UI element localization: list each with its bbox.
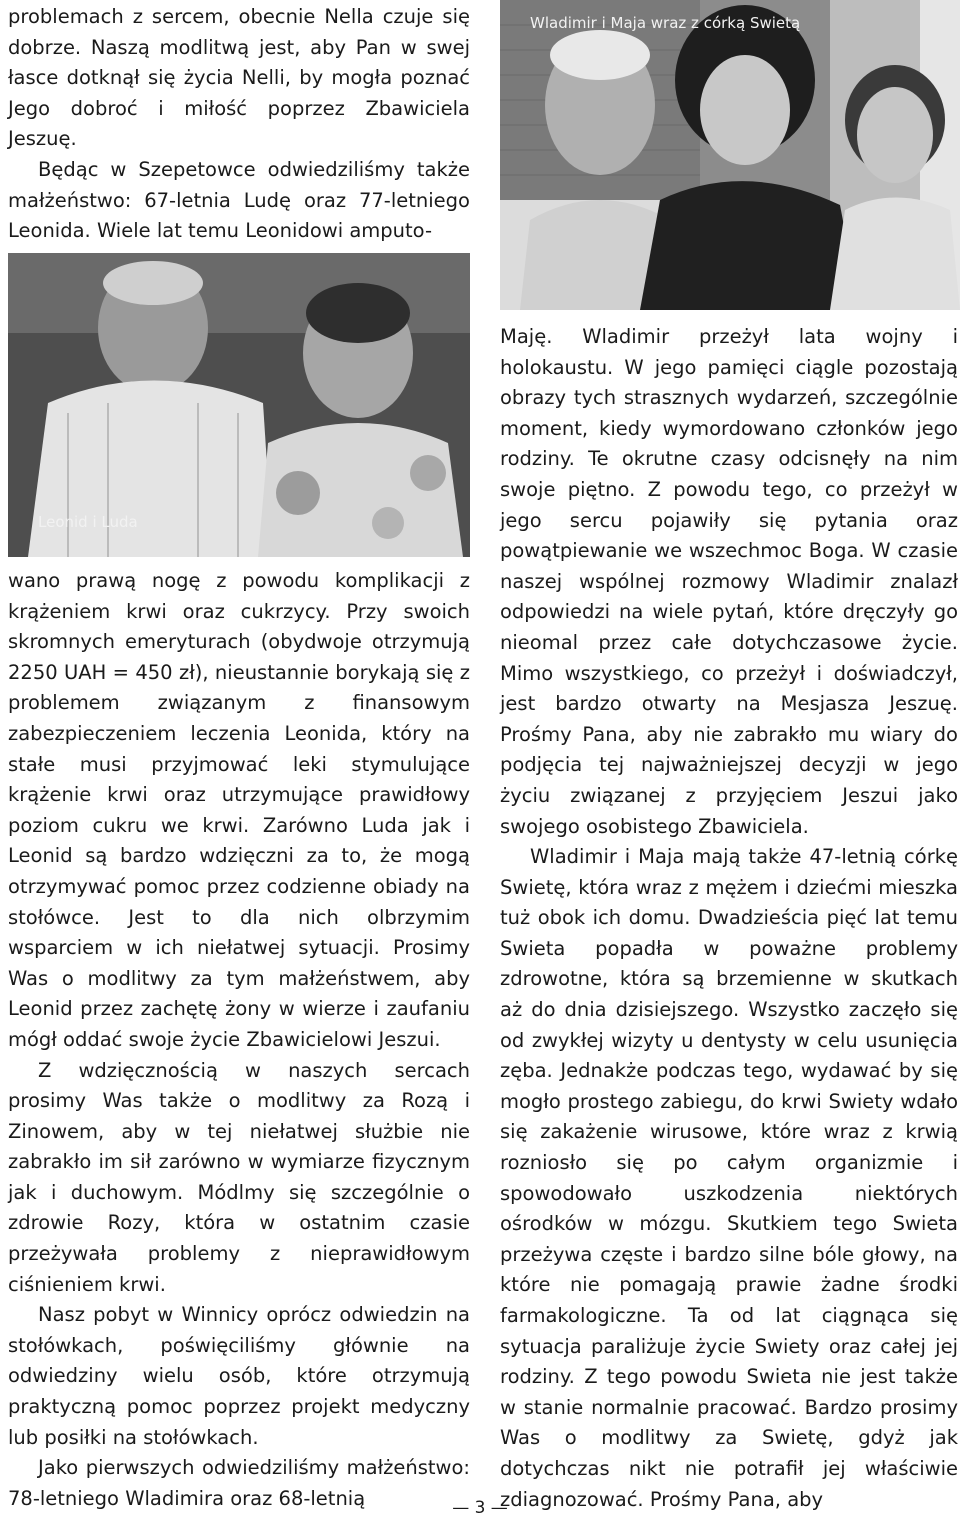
paragraph: Wladimir i Maja mają także 47-letnią córkę Swietę, która wraz z mężem i dziećmi mieszka tuż obok ich domu. Dwadzieścia pięć lat temu Swieta popadła w poważne problemy zdrowotne, która są brzemienne w skutkach aż do dnia dzisiejszego. Wszystko zaczęło się od zwykłej wizyty u dentysty w celu usunięcia zęba. Jednakże podczas tego, wydawać by się mogło prostego zabiegu, do krwi Swiety wdało się zakażenie wirusowe, które wraz z krwią rozniosło się po całym organizmie i spowodowało uszkodzenia niektórych ośrodków w mózgu. Skutkiem tego Swieta przeżywa częste i bardzo silne bóle głowy, na które nie pomagają prawie żadne środki farmakologiczne. Ta od lat ciągnąca się sytuacja paraliżuje życie Swiety oraz całej jej rodziny. Z tego powodu Swieta nie jest także w stanie normalnie pracować. Bardzo prosimy Was o modlitwy za Swietę, gdyż jak dotychczas nikt nie potrafił jej właściwie zdiagnozować. Prośmy Pana, aby — [500, 845, 958, 1511]
paragraph: Z wdzięcznością w naszych sercach prosimy Was także o modlitwy za Rozą i Zinowem, aby w tej niełatwej służbie nie zabrakło im sił zarówno w wymiarze fizycznym jak i duchowym. Módlmy się szczególnie o zdrowie Rozy, która w ostatnim czasie przeżywała problemy z nieprawidłowym ciśnieniem krwi. — [8, 1058, 470, 1296]
page-number: — 3 — — [452, 1498, 508, 1518]
left-column-bottom-text — [8, 566, 470, 1514]
paragraph: Nasz pobyt w Winnicy oprócz odwiedzin na stołówkach, poświęciliśmy głównie na odwiedziny wielu osób, które otrzymują praktyczną pomoc poprzez projekt medyczny lub posiłki na stołówkach. — [8, 1303, 470, 1449]
paragraph: Maję. Wladimir przeżył lata wojny i holokaustu. W jego pamięci ciągle pozostają obrazy tych strasznych wydarzeń, szczególnie moment, kiedy wymordowano członków jego rodziny. Te okrutne czasy odcisnęły na nim swoje piętno. Z powodu tego, co przeżył w jego sercu pojawiły się pytania oraz powątpiewanie we wszechmoc Boga. W czasie naszej wspólnej rozmowy Wladimir znalazł odpowiedzi na wiele pytań, które dręczyły go nieomal przez całe dotychczasowe życie. Mimo wszystkiego, co przeżył i doświadczył, jest bardzo otwarty na Mesjasza Jeszuę. Prośmy Pana, aby nie zabrakło mu wiary do podjęcia tej najważniejszej decyzji w jego życiu związanej z przyjęciem Jeszui jako swojego osobistego Zbawiciela. — [500, 325, 958, 838]
paragraph: Będąc w Szepetowce odwiedziliśmy także małżeństwo: 67-letnia Ludę oraz 77-letniego Leonida. Wiele lat temu Leonidowi amputo- — [8, 157, 470, 243]
photo-caption: Wladimir i Maja wraz z córką Swietą — [530, 14, 801, 32]
photo-leonid-luda — [8, 253, 470, 557]
paragraph: Jako pierwszych odwiedziliśmy małżeństwo: 78-letniego Wladimira oraz 68-letnią — [8, 1456, 470, 1510]
couple-photo-illustration — [8, 253, 470, 557]
photo-caption: Leonid i Luda — [38, 513, 138, 531]
paragraph: problemach z sercem, obecnie Nella czuje się dobrze. Naszą modlitwą jest, aby Pan w swej łasce dotknął się życia Nelli, by mogła poznać Jego dobroć i miłość poprzez Zbawiciela Jeszuę. — [8, 5, 470, 151]
left-column-top-text — [8, 2, 470, 247]
paragraph: wano prawą nogę z powodu komplikacji z krążeniem krwi oraz cukrzycy. Przy swoich skromnych emeryturach (obydwoje otrzymują 2250 UAH = 450 zł), nieustannie borykają się z problemem związanym z finansowym zabezpieczeniem leczenia Leonida, który na stałe musi przyjmować leki stymulujące krążenie krwi oraz utrzymujące prawidłowy poziom cukru we krwi. Zarówno Luda jak i Leonid są bardzo wdzięczni za to, że mogą otrzymywać pomoc przez codzienne obiady na stołówce. Jest to dla nich olbrzymim wsparciem w ich niełatwej sytuacji. Prosimy Was o modlitwy za tym małżeństwem, aby Leonid przez zachętę żony w wierze i zaufaniu mógł oddać swoje życie Zbawicielowi Jeszui. — [8, 569, 470, 1051]
right-column-text — [500, 322, 958, 1515]
family-photo-illustration — [500, 0, 960, 310]
photo-wladimir-maja-swieta — [500, 0, 960, 310]
